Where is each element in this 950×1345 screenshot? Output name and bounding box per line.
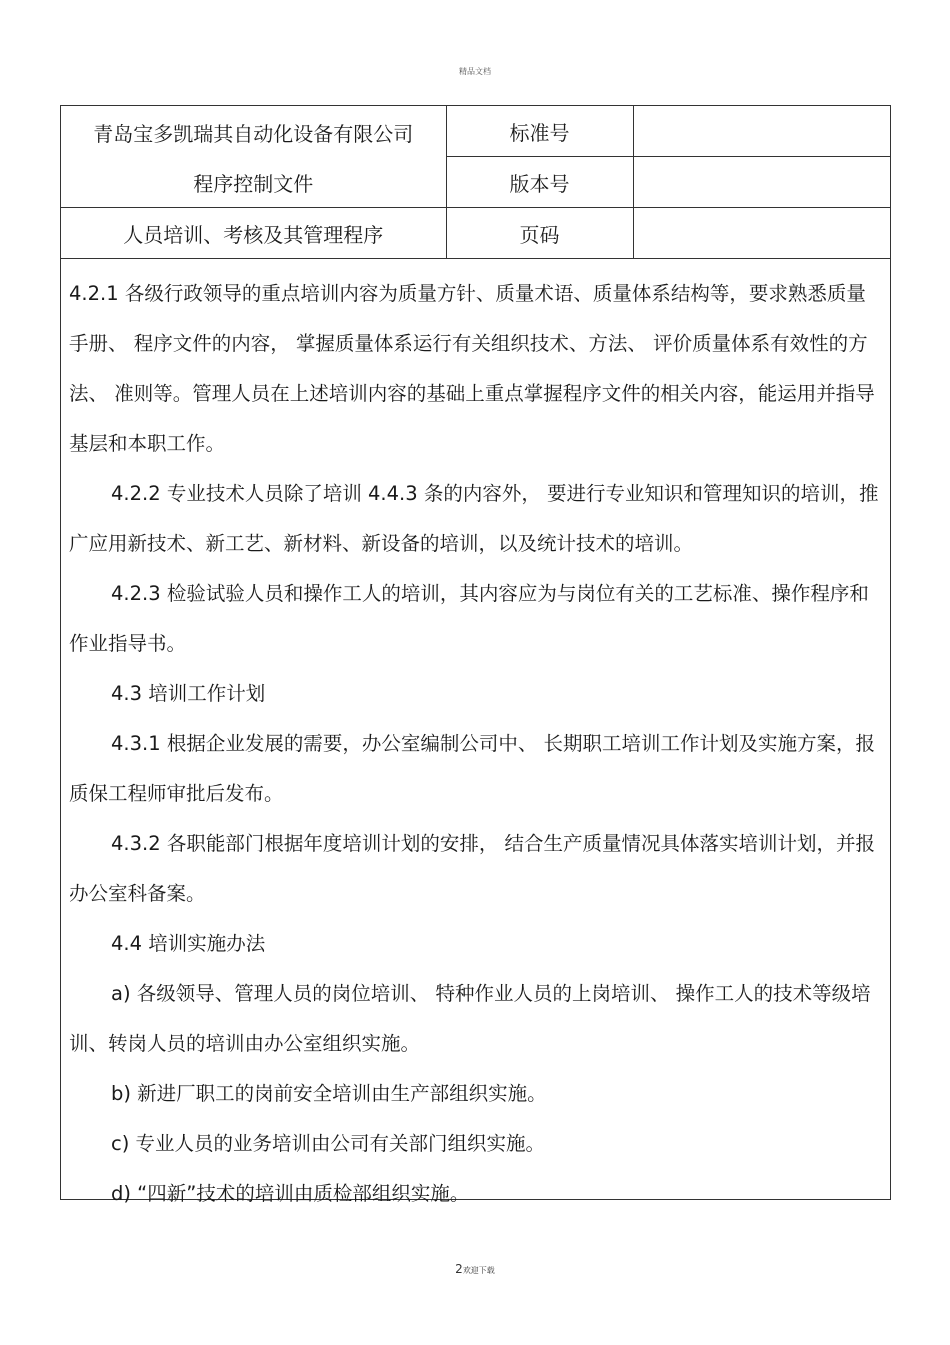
- list-item-d: d) “四新”技术的培训由质检部组织实施。: [111, 1182, 470, 1205]
- list-item-a: a) 各级领导、管理人员的岗位培训、 特种作业人员的上岗培训、 操作工人的技术等级培训、转岗人员的培训由办公室组织实施。: [69, 982, 871, 1055]
- page-number: 2: [455, 1262, 463, 1276]
- standard-number-label: 标准号: [446, 106, 633, 157]
- doc-type: 程序控制文件: [193, 172, 314, 196]
- paragraph-4-3-1: 4.3.1 根据企业发展的需要，办公室编制公司中、 长期职工培训工作计划及实施方案，报质保工程师审批后发布。: [69, 732, 876, 805]
- document-body: [61, 259, 890, 1219]
- paragraph-4-2-3: 4.2.3 检验试验人员和操作工人的培训，其内容应为与岗位有关的工艺标准、操作程序和作业指导书。: [69, 582, 869, 655]
- version-number-label: 版本号: [446, 157, 633, 208]
- paragraph-4-2-1: 4.2.1 各级行政领导的重点培训内容为质量方针、质量术语、质量体系结构等，要求熟悉质量手册、 程序文件的内容， 掌握质量体系运行有关组织技术、方法、 评价质量体系有效性的方法、 准则等。管理人员在上述培训内容的基础上重点掌握程序文件的相关内容，能运用并指导基层和本职工作。: [69, 282, 875, 455]
- company-cell: [61, 106, 446, 208]
- top-watermark-note: 精品文档: [459, 67, 491, 76]
- list-item-c: c) 专业人员的业务培训由公司有关部门组织实施。: [111, 1132, 546, 1155]
- section-4-3-heading: 4.3 培训工作计划: [111, 682, 266, 705]
- version-number-value: [633, 157, 890, 208]
- page-label: 页码: [446, 208, 633, 259]
- company-name: 青岛宝多凯瑞其自动化设备有限公司: [93, 122, 414, 146]
- standard-number-value: [633, 106, 890, 157]
- section-4-4-heading: 4.4 培训实施办法: [111, 932, 266, 955]
- footer-note: 欢迎下载: [462, 1266, 495, 1275]
- footer: [0, 1262, 950, 1276]
- list-item-b: b) 新进厂职工的岗前安全培训由生产部组织实施。: [111, 1082, 547, 1105]
- paragraph-4-3-2: 4.3.2 各职能部门根据年度培训计划的安排， 结合生产质量情况具体落实培训计划，并报办公室科备案。: [69, 832, 876, 905]
- page-value: [633, 208, 890, 259]
- procedure-title: 人员培训、考核及其管理程序: [61, 208, 446, 259]
- header-table: [61, 106, 890, 259]
- paragraph-4-2-2: 4.2.2 专业技术人员除了培训 4.4.3 条的内容外， 要进行专业知识和管理知识的培训，推广应用新技术、新工艺、新材料、新设备的培训，以及统计技术的培训。: [69, 482, 879, 555]
- document-frame: [60, 105, 891, 1205]
